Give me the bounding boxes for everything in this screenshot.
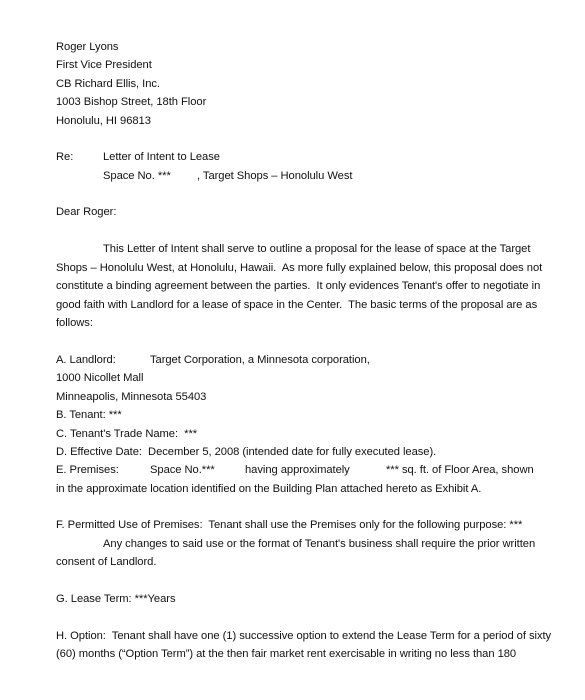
re-space-number: Space No. ***	[103, 170, 171, 182]
trade-name-term: C. Tenant's Trade Name: ***	[56, 428, 198, 440]
intro-line: This Letter of Intent shall serve to outline a proposal for the lease of space at the Target	[103, 243, 531, 255]
sender-company: CB Richard Ellis, Inc.	[56, 78, 160, 90]
sender-title: First Vice President	[56, 59, 152, 71]
landlord-address-2: Minneapolis, Minnesota 55403	[56, 391, 207, 403]
permitted-use-line: consent of Landlord.	[56, 556, 157, 568]
intro-line: good faith with Landlord for a lease of space in the Center. The basic terms of the proposal are as	[56, 299, 538, 311]
premises-space: Space No.***	[150, 464, 215, 476]
salutation: Dear Roger:	[56, 206, 117, 218]
landlord-label: A. Landlord:	[56, 354, 116, 366]
effective-date-term: D. Effective Date: December 5, 2008 (intended date for fully executed lease).	[56, 446, 437, 458]
re-label: Re:	[56, 151, 74, 163]
landlord-value: Target Corporation, a Minnesota corporation,	[150, 354, 370, 366]
sender-city: Honolulu, HI 96813	[56, 115, 151, 127]
tenant-term: B. Tenant: ***	[56, 409, 122, 421]
premises-label: E. Premises:	[56, 464, 119, 476]
landlord-address-1: 1000 Nicollet Mall	[56, 372, 144, 384]
intro-line: follows:	[56, 317, 93, 329]
lease-term: G. Lease Term: ***Years	[56, 593, 176, 605]
option-line: (60) months (“Option Term”) at the then fair market rent exercisable in writing no less than 180	[56, 648, 517, 660]
permitted-use-line: Any changes to said use or the format of Tenant's business shall require the prior written	[103, 538, 536, 550]
premises-area: *** sq. ft. of Floor Area, shown	[386, 464, 534, 476]
premises-having: having approximately	[245, 464, 350, 476]
re-location: , Target Shops – Honolulu West	[197, 170, 353, 182]
permitted-use-line: F. Permitted Use of Premises: Tenant shall use the Premises only for the following purpose: ***	[56, 519, 523, 531]
re-subject: Letter of Intent to Lease	[103, 151, 220, 163]
sender-street: 1003 Bishop Street, 18th Floor	[56, 96, 207, 108]
premises-location: in the approximate location identified on the Building Plan attached hereto as Exhibit A.	[56, 483, 482, 495]
intro-line: constitute a binding agreement between the parties. It only evidences Tenant's offer to negotiate in	[56, 280, 541, 292]
intro-line: Shops – Honolulu West, at Honolulu, Hawaii. As more fully explained below, this proposal does not	[56, 262, 543, 274]
option-line: H. Option: Tenant shall have one (1) successive option to extend the Lease Term for a period of sixty	[56, 630, 552, 642]
sender-name: Roger Lyons	[56, 41, 119, 53]
